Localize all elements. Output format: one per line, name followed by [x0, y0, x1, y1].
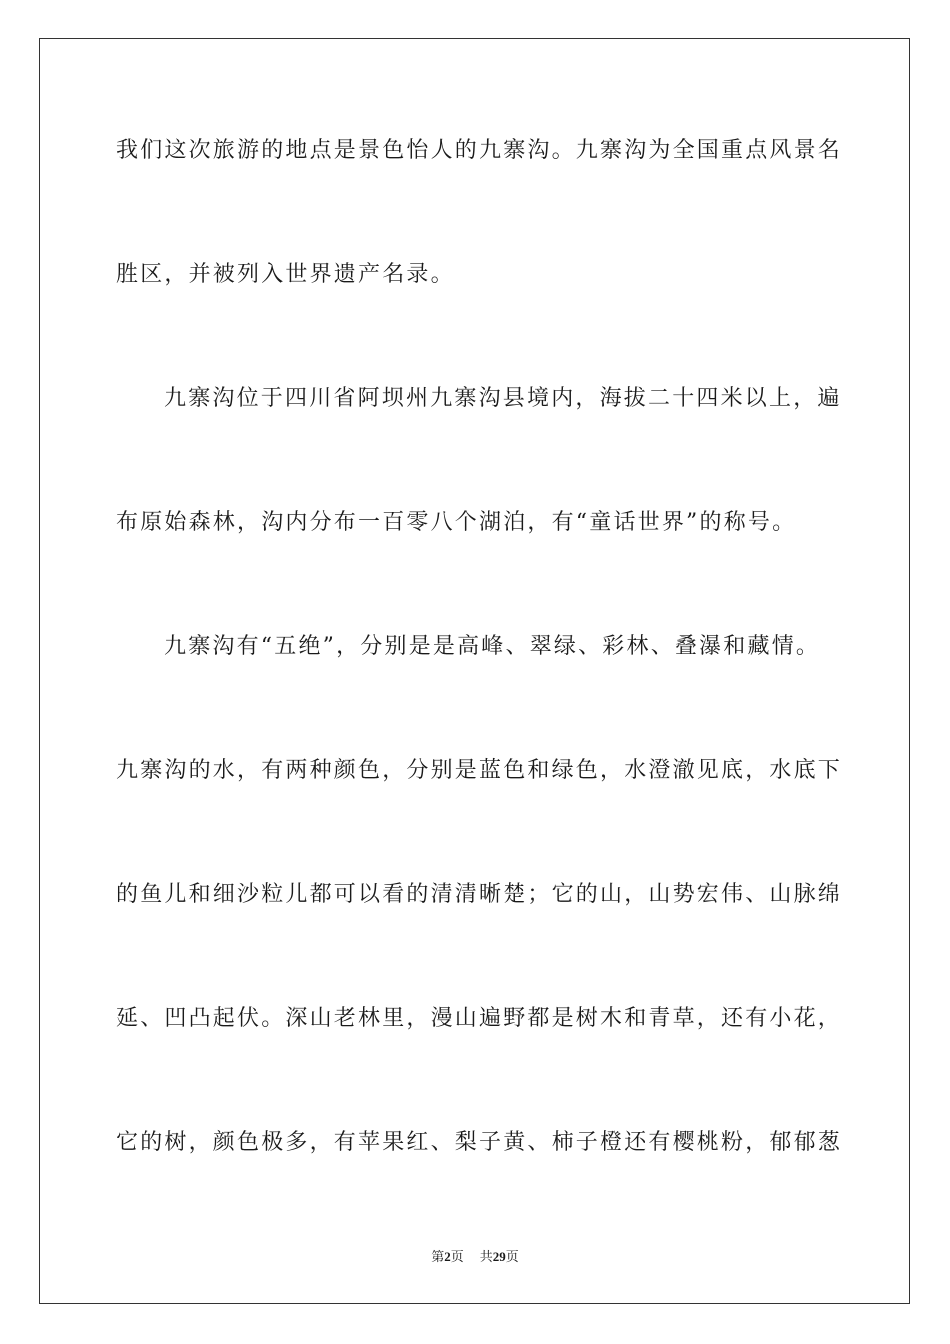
- footer-total-suffix: 页: [505, 1249, 519, 1264]
- body-line-5: 九寨沟有“五绝”，分别是是高峰、翠绿、彩林、叠瀑和藏情。: [164, 634, 821, 659]
- body-line-4: 布原始森林，沟内分布一百零八个湖泊，有“童话世界”的称号。: [116, 510, 797, 535]
- body-line-1: 我们这次旅游的地点是景色怡人的九寨沟。九寨沟为全国重点风景名: [116, 138, 843, 163]
- footer-page-suffix: 页: [450, 1249, 464, 1264]
- body-line-8: 延、凹凸起伏。深山老林里，漫山遍野都是树木和青草，还有小花，: [116, 1006, 843, 1031]
- footer-page-number: 2: [444, 1249, 451, 1264]
- footer-page-prefix: 第: [431, 1249, 445, 1264]
- page-border: [39, 38, 910, 1304]
- footer-total-pages: 29: [492, 1249, 506, 1264]
- body-line-6: 九寨沟的水，有两种颜色，分别是蓝色和绿色，水澄澈见底，水底下: [116, 758, 843, 783]
- body-line-9: 它的树，颜色极多，有苹果红、梨子黄、柿子橙还有樱桃粉，郁郁葱: [116, 1130, 843, 1155]
- body-line-7: 的鱼儿和细沙粒儿都可以看的清清晰楚；它的山，山势宏伟、山脉绵: [116, 882, 843, 907]
- body-line-3: 九寨沟位于四川省阿坝州九寨沟县境内，海拔二十四米以上，遍: [164, 386, 842, 411]
- body-line-2: 胜区，并被列入世界遗产名录。: [116, 262, 455, 287]
- footer-total-prefix: 共: [479, 1249, 493, 1264]
- page-footer: [0, 1246, 950, 1265]
